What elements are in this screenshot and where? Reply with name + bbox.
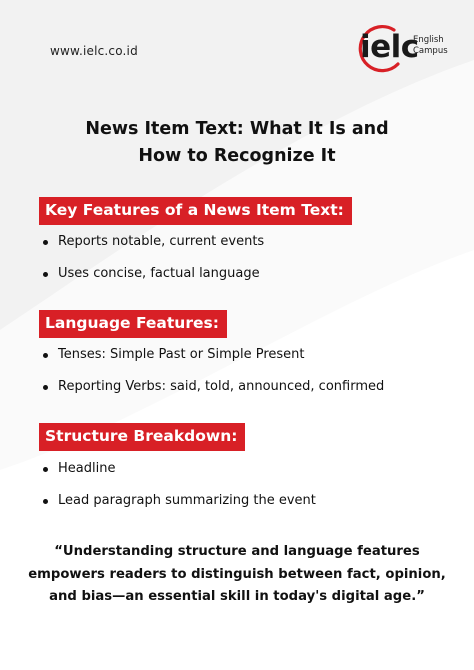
bullet-dot-icon <box>43 499 48 504</box>
list-item-text: Reporting Verbs: said, told, announced, confirmed <box>58 379 385 394</box>
list-item-text: Tenses: Simple Past or Simple Present <box>58 347 305 362</box>
bullet-dot-icon <box>43 385 48 390</box>
logo-subtitle-line2: Campus <box>413 46 448 56</box>
list-item <box>40 378 384 396</box>
section-heading-structure-breakdown: Structure Breakdown: <box>39 423 245 451</box>
logo-subtitle <box>413 35 448 57</box>
list-item <box>40 233 264 251</box>
site-url[interactable]: www.ielc.co.id <box>50 44 138 58</box>
title-line1: News Item Text: What It Is and <box>85 119 389 139</box>
closing-quote <box>0 541 474 609</box>
quote-line1: “Understanding structure and language features <box>54 544 420 559</box>
list-item-text: Uses concise, factual language <box>58 266 260 281</box>
quote-line2: empowers readers to distinguish between fact, opinion, <box>28 566 446 582</box>
key-features-list <box>40 233 264 297</box>
bullet-dot-icon <box>43 240 48 245</box>
bullet-dot-icon <box>43 272 48 277</box>
bullet-dot-icon <box>43 467 48 472</box>
quote-line3: and bias—an essential skill in today's digital age.” <box>49 589 425 604</box>
logo-wordmark: ielc <box>360 29 419 65</box>
section-heading-key-features: Key Features of a News Item Text: <box>39 197 352 225</box>
list-item-text: Reports notable, current events <box>58 234 265 249</box>
list-item <box>40 265 264 283</box>
logo-subtitle-line1: English <box>413 35 444 45</box>
list-item <box>40 460 316 478</box>
language-features-list <box>40 346 384 410</box>
title-line2: How to Recognize It <box>138 146 336 166</box>
list-item-text: Lead paragraph summarizing the event <box>58 493 316 508</box>
page-title <box>0 116 474 170</box>
structure-breakdown-list <box>40 460 316 524</box>
ielc-logo[interactable] <box>352 24 452 74</box>
list-item <box>40 346 384 364</box>
section-heading-language-features: Language Features: <box>39 310 227 338</box>
bullet-dot-icon <box>43 353 48 358</box>
list-item <box>40 492 316 510</box>
list-item-text: Headline <box>58 461 116 476</box>
